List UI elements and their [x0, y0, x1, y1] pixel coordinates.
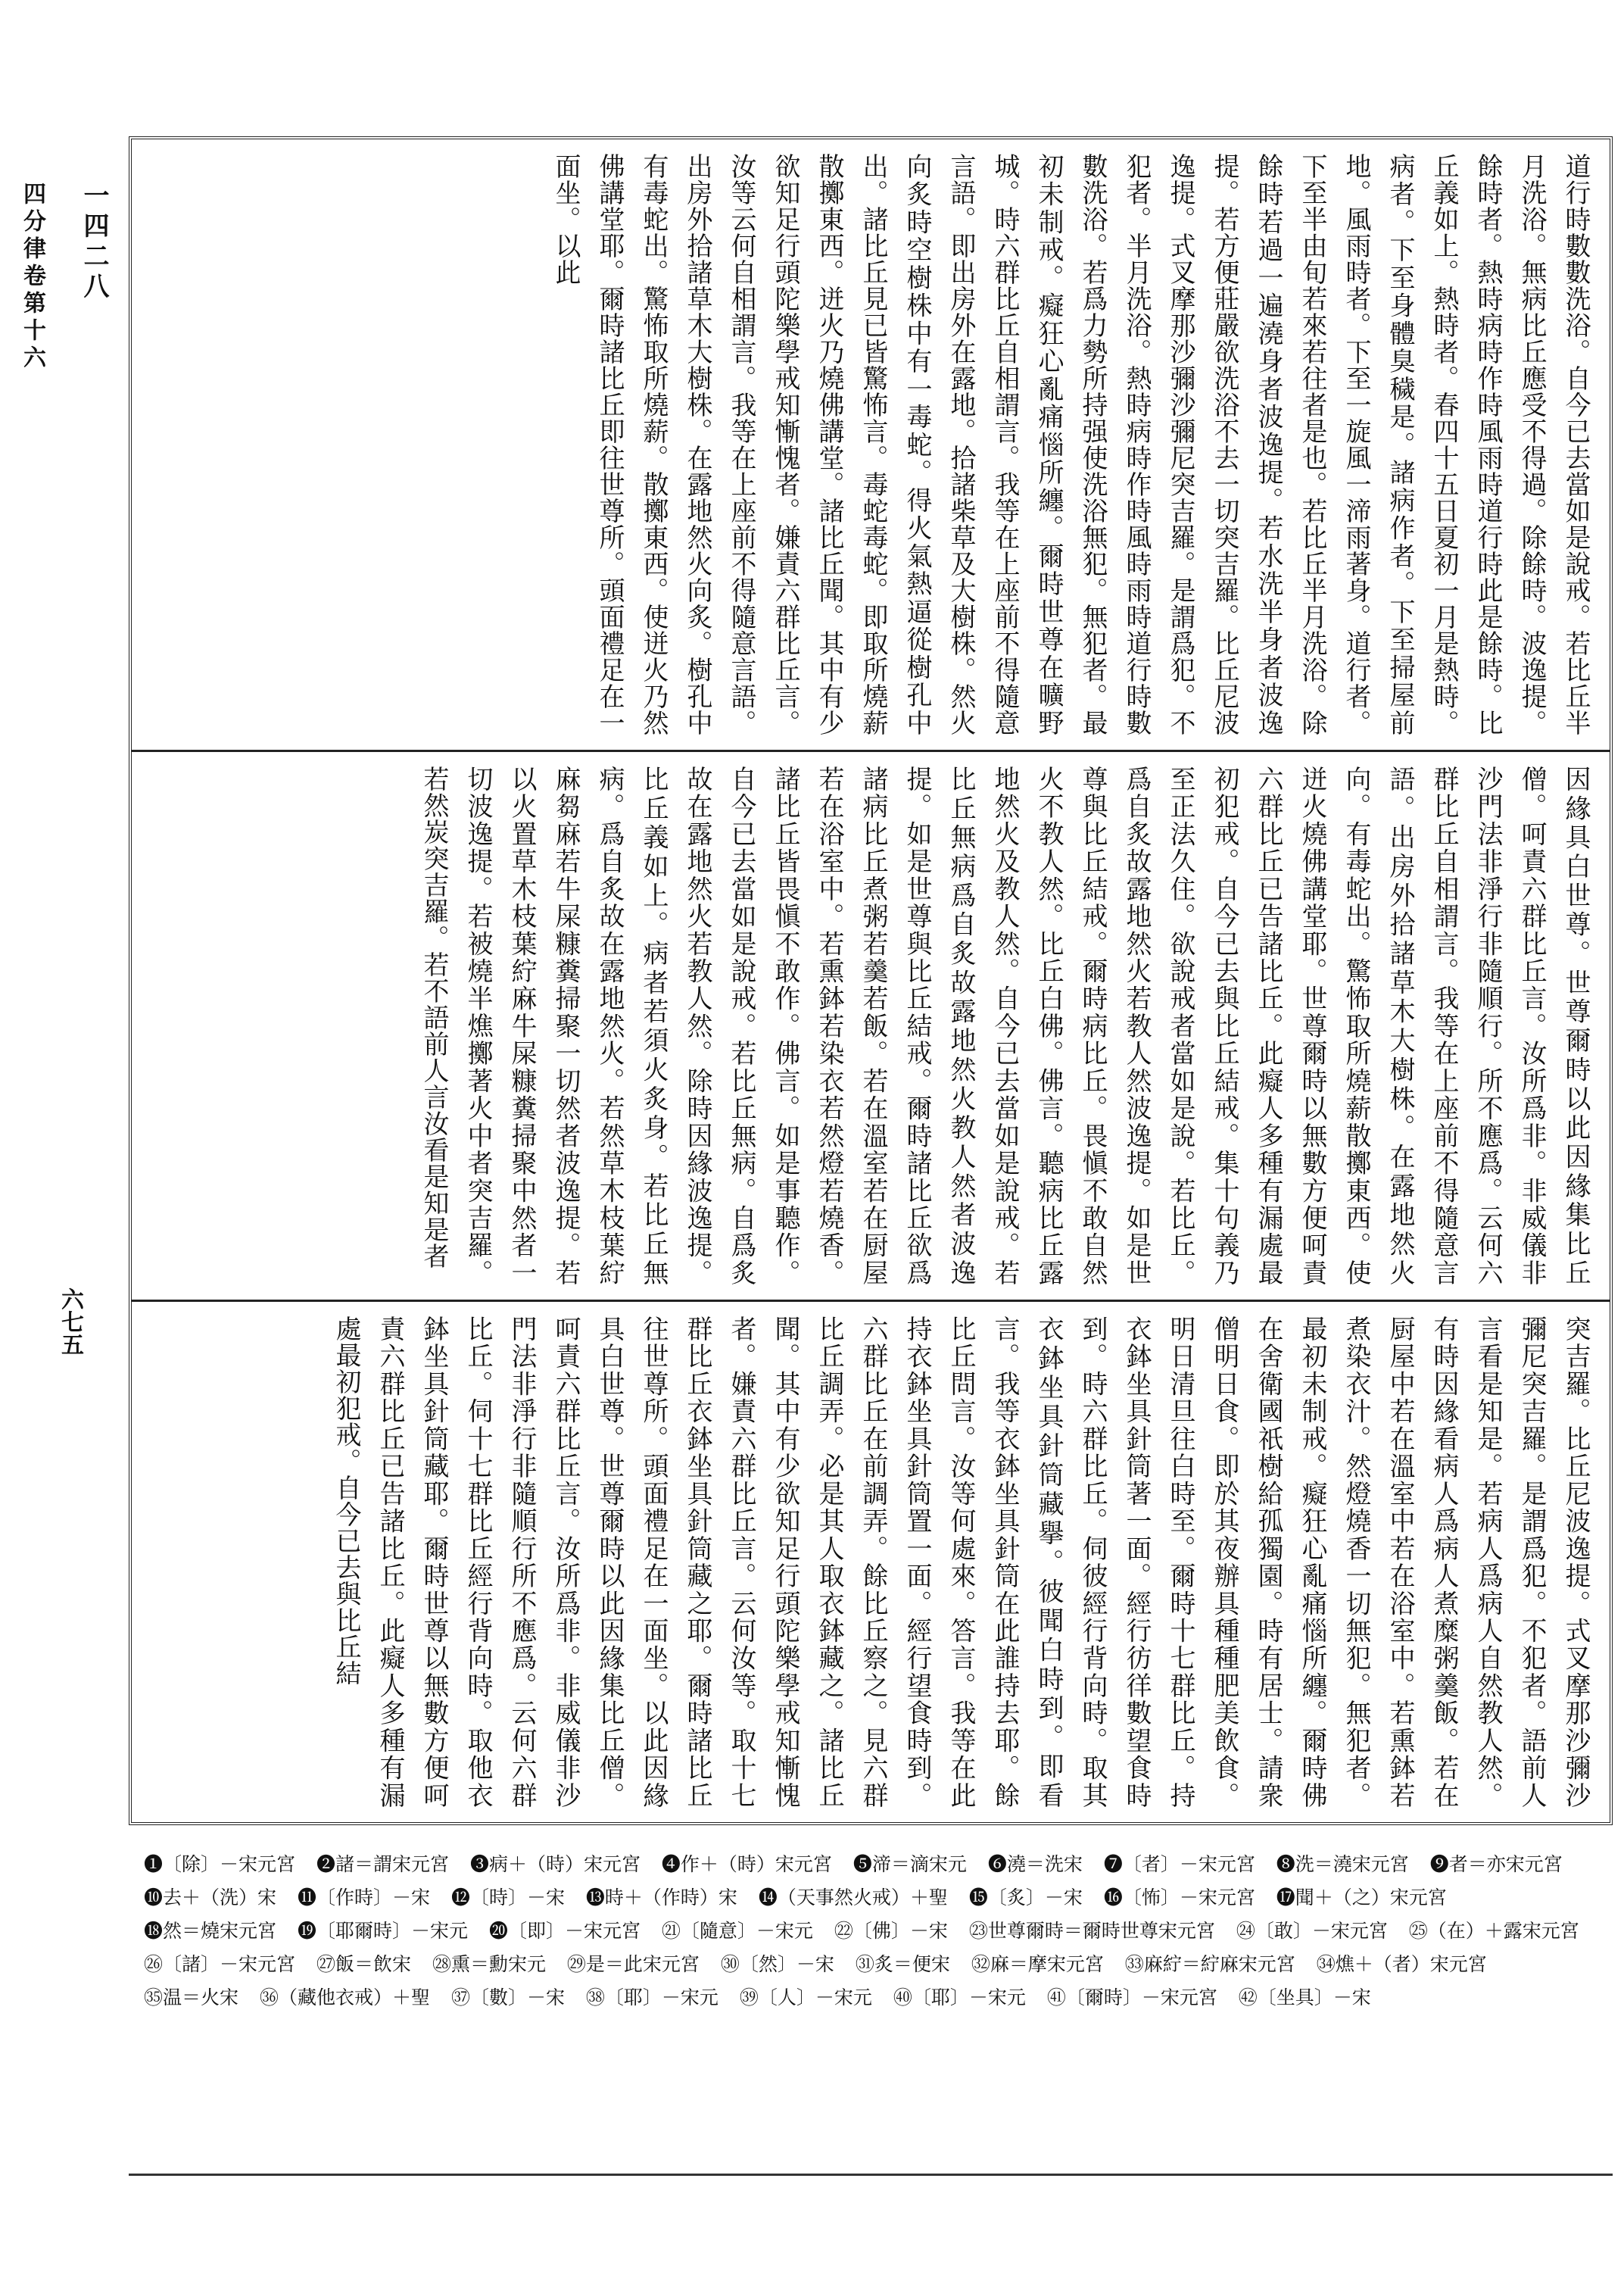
footnote-item: ㉞燋＋（者）宋元宮: [1316, 1953, 1487, 1975]
footnote-item: ㉝麻紵＝紵麻宋元宮: [1124, 1953, 1295, 1975]
footnote-item: ❾者＝亦宋元宮: [1429, 1853, 1563, 1875]
footnote-item: ㉑〔隨意〕－宋元: [661, 1920, 813, 1942]
footnote-item: ㉛炙＝便宋: [855, 1953, 950, 1975]
footnote-item: ⓬〔時〕－宋: [450, 1887, 565, 1908]
running-title: 四分律卷第十六: [19, 182, 45, 373]
footnote-item: ❸病＋（時）宋元宮: [469, 1853, 641, 1875]
bottom-rule: [129, 2174, 1613, 2176]
lower-register: [132, 1300, 1610, 1822]
footnote-item: ㉜麻＝摩宋元宮: [971, 1953, 1104, 1975]
footnote-item: ㉔〔敢〕－宋元宮: [1236, 1920, 1388, 1942]
footnote-item: ⓫〔作時〕－宋: [297, 1887, 430, 1908]
footnote-item: ㉕（在）＋露宋元宮: [1408, 1920, 1579, 1942]
footnote-item: ❷諸＝謂宋元宮: [316, 1853, 449, 1875]
footnote-item: ㊳〔耶〕－宋元: [585, 1986, 718, 2008]
footnote-item: ㉘熏＝勳宋元: [432, 1953, 546, 1975]
footnote-item: ❹作＋（時）宋元宮: [661, 1853, 832, 1875]
footnote-item: ㊵〔耶〕－宋元: [893, 1986, 1026, 2008]
register-text: 突吉羅。比丘尼波逸提。式叉摩那沙彌沙彌尼突吉羅。是謂爲犯。不犯者。語前人言看是知是。若病人爲病人自然教人然。有時因緣看病人爲病人煮糜粥羹飯。若在厨屋中若在溫室中若在浴室中。若熏鉢若煮染衣汁。然燈燒香一切無犯。無犯者。最初未制戒。癡狂心亂痛惱所纏。爾時佛在舍衛國祇樹給孤獨園。時有居士。請衆僧明日食。即於其夜辦具種種肥美飲食。明日清旦往白時至。爾時十七群比丘。持衣鉢坐具針筒著一面。經行彷徉數望食時到。時六群比丘。伺彼經行背向時。取其衣鉢坐具針筒藏擧。彼聞白時到。即看言。我等衣鉢坐具針筒在此誰持去耶。餘比丘問言。汝等何處來。答言。我等在此持衣鉢坐具針筒置一面。經行望食時到。六群比丘在前調弄。餘比丘察之。見六群比丘調弄。必是其人取衣鉢藏之。諸比丘聞。其中有少欲知足行頭陀樂學戒知慚愧者。嫌責六群比丘言。云何汝等。取十七群比丘衣鉢坐具針筒藏之耶。爾時諸比丘往世尊所。頭面禮足在一面坐。以此因緣具白世尊。世尊爾時以此因緣集比丘僧。呵責六群比丘言。汝所爲非。非威儀非沙門法非淨行非隨順行所不應爲。云何六群比丘。伺十七群比丘經行背向時。取他衣鉢坐具針筒藏耶。爾時世尊以無數方便呵責六群比丘已告諸比丘。此癡人多種有漏處最初犯戒。自今已去與比丘結: [331, 1315, 1591, 1809]
footnote-item: ⓰〔怖〕－宋元宮: [1103, 1887, 1255, 1908]
footnote-item: ❺渧＝滴宋元: [853, 1853, 967, 1875]
footnote-item: ㊱（藏他衣戒）＋聖: [259, 1986, 430, 2008]
footnote-item: ㊴〔人〕－宋元: [739, 1986, 872, 2008]
footnote-item: ㉓世尊爾時＝爾時世尊宋元宮: [968, 1920, 1215, 1942]
footnote-item: ⓳〔耶爾時〕－宋元: [297, 1920, 468, 1942]
footnote-item: ❶〔除〕－宋元宮: [144, 1853, 296, 1875]
margin-header: [0, 0, 114, 1818]
footnote-item: ⓴〔即〕－宋元宮: [488, 1920, 641, 1942]
text-frame: [129, 136, 1613, 1825]
footnote-item: ❻澆＝洗宋: [987, 1853, 1083, 1875]
footnote-item: ⓮（天事然火戒）＋聖: [758, 1887, 948, 1908]
footnote-item: ㉖〔諸〕－宋元宮: [144, 1953, 296, 1975]
footnote-item: ⓭時＋（作時）宋: [585, 1887, 737, 1908]
footnote-item: ㊲〔數〕－宋: [450, 1986, 565, 2008]
footnote-item: ❿去＋（洗）宋: [144, 1887, 277, 1908]
footnote-item: ❽洗＝澆宋元宮: [1276, 1853, 1409, 1875]
footnote-item: ㊶〔爾時〕－宋元宮: [1046, 1986, 1217, 2008]
footnote-item: ❼〔者〕－宋元宮: [1103, 1853, 1255, 1875]
footnote-item: ㉒〔佛〕－宋: [834, 1920, 948, 1942]
register-text: 道行時數數洗浴。自今已去當如是說戒。若比丘半月洗浴。無病比丘應受不得過。除餘時。波逸提。餘時者。熱時病時作時風雨時道行時此是餘時。比丘義如上。熱時者。春四十五日夏初一月是熱時。病者。下至身體臭穢是。諸病作者。下至掃屋前地。風雨時者。下至一旋風一渧雨著身。道行者。下至半由旬若來若往者是也。若比丘半月洗浴。除餘時若過一遍澆身者波逸提。若水洗半身者波逸提。若方便莊嚴欲洗浴不去一切突吉羅。比丘尼波逸提。式叉摩那沙彌沙彌尼突吉羅。是謂爲犯。不犯者。半月洗浴。熱時病時作時風時雨時道行時數數洗浴。若爲力勢所持强使洗浴無犯。無犯者。最初未制戒。癡狂心亂痛惱所纏。爾時世尊在曠野城。時六群比丘自相謂言。我等在上座前不得隨意言語。即出房外在露地。拾諸柴草及大樹株。然火向炙時空樹株中有一毒蛇。得火氣熱逼從樹孔中出。諸比丘見已皆驚怖言。毒蛇毒蛇。即取所燒薪散擲東西。迸火乃燒佛講堂。諸比丘聞。其中有少欲知足行頭陀樂學戒知慚愧者。嫌責六群比丘言。汝等云何自相謂言。我等在上座前不得隨意言語。出房外拾諸草木大樹株。在露地然火向炙。樹孔中有毒蛇出。驚怖取所燒薪。散擲東西。使迸火乃然佛講堂耶。爾時諸比丘即往世尊所。頭面禮足在一面坐。以此: [550, 153, 1591, 736]
footnote-item: ⓱聞＋（之）宋元宮: [1276, 1887, 1447, 1908]
footnote-item: ㉗飯＝飲宋: [316, 1953, 411, 1975]
footnote-item: ㉙是＝此宋元宮: [566, 1953, 700, 1975]
register-text: 因緣具白世尊。世尊爾時以此因緣集比丘僧。呵責六群比丘言。汝所爲非。非威儀非沙門法非淨行非隨順行。所不應爲。云何六群比丘自相謂言。我等在上座前不得隨意言語。出房外拾諸草木大樹株。在露地然火向。有毒蛇出。驚怖取所燒薪散擲東西。使迸火燒佛講堂耶。世尊爾時以無數方便呵責六群比丘已告諸比丘。此癡人多種有漏處最初犯戒。自今已去與比丘結戒。集十句義乃至正法久住。欲說戒者當如是說。若比丘。爲自炙故露地然火若教人然波逸提。如是世尊與比丘結戒。爾時病比丘。畏愼不敢自然火不教人然。比丘白佛。佛言。聽病比丘露地然火及教人然。自今已去當如是說戒。若比丘無病爲自炙故露地然火教人然者波逸提。如是世尊與比丘結戒。爾時諸比丘欲爲諸病比丘煮粥若羹若飯。若在溫室若在厨屋若在浴室中。若熏鉢若染衣若然燈若燒香。諸比丘皆畏愼不敢作。佛言。如是事聽作。自今已去當如是說戒。若比丘無病。自爲炙故在露地然火若教人然。除時因緣波逸提。比丘義如上。病者若須火炙身。若比丘無病。爲自炙故在露地然火。若然草木枝葉紵麻芻麻若牛屎糠糞掃聚一切然者波逸提。若以火置草木枝葉紵麻牛屎糠糞掃聚中然者一切波逸提。若被燒半燋擲著火中者突吉羅。若然炭突吉羅。若不語前人言汝看是知是者: [419, 766, 1591, 1286]
side-page-number: 六七五: [57, 1287, 83, 1356]
middle-register: [132, 750, 1610, 1300]
footnotes: [144, 1848, 1605, 2166]
footnote-item: ㉟温＝火宋: [144, 1986, 239, 2008]
page-number: 一四二八: [79, 182, 109, 303]
footnote-item: ㉚〔然〕－宋: [720, 1953, 834, 1975]
footnote-item: ㊷〔坐具〕－宋: [1238, 1986, 1371, 2008]
upper-register: [132, 139, 1610, 750]
footnote-item: ⓲然＝燒宋元宮: [144, 1920, 277, 1942]
footnote-item: ⓯〔炙〕－宋: [968, 1887, 1083, 1908]
